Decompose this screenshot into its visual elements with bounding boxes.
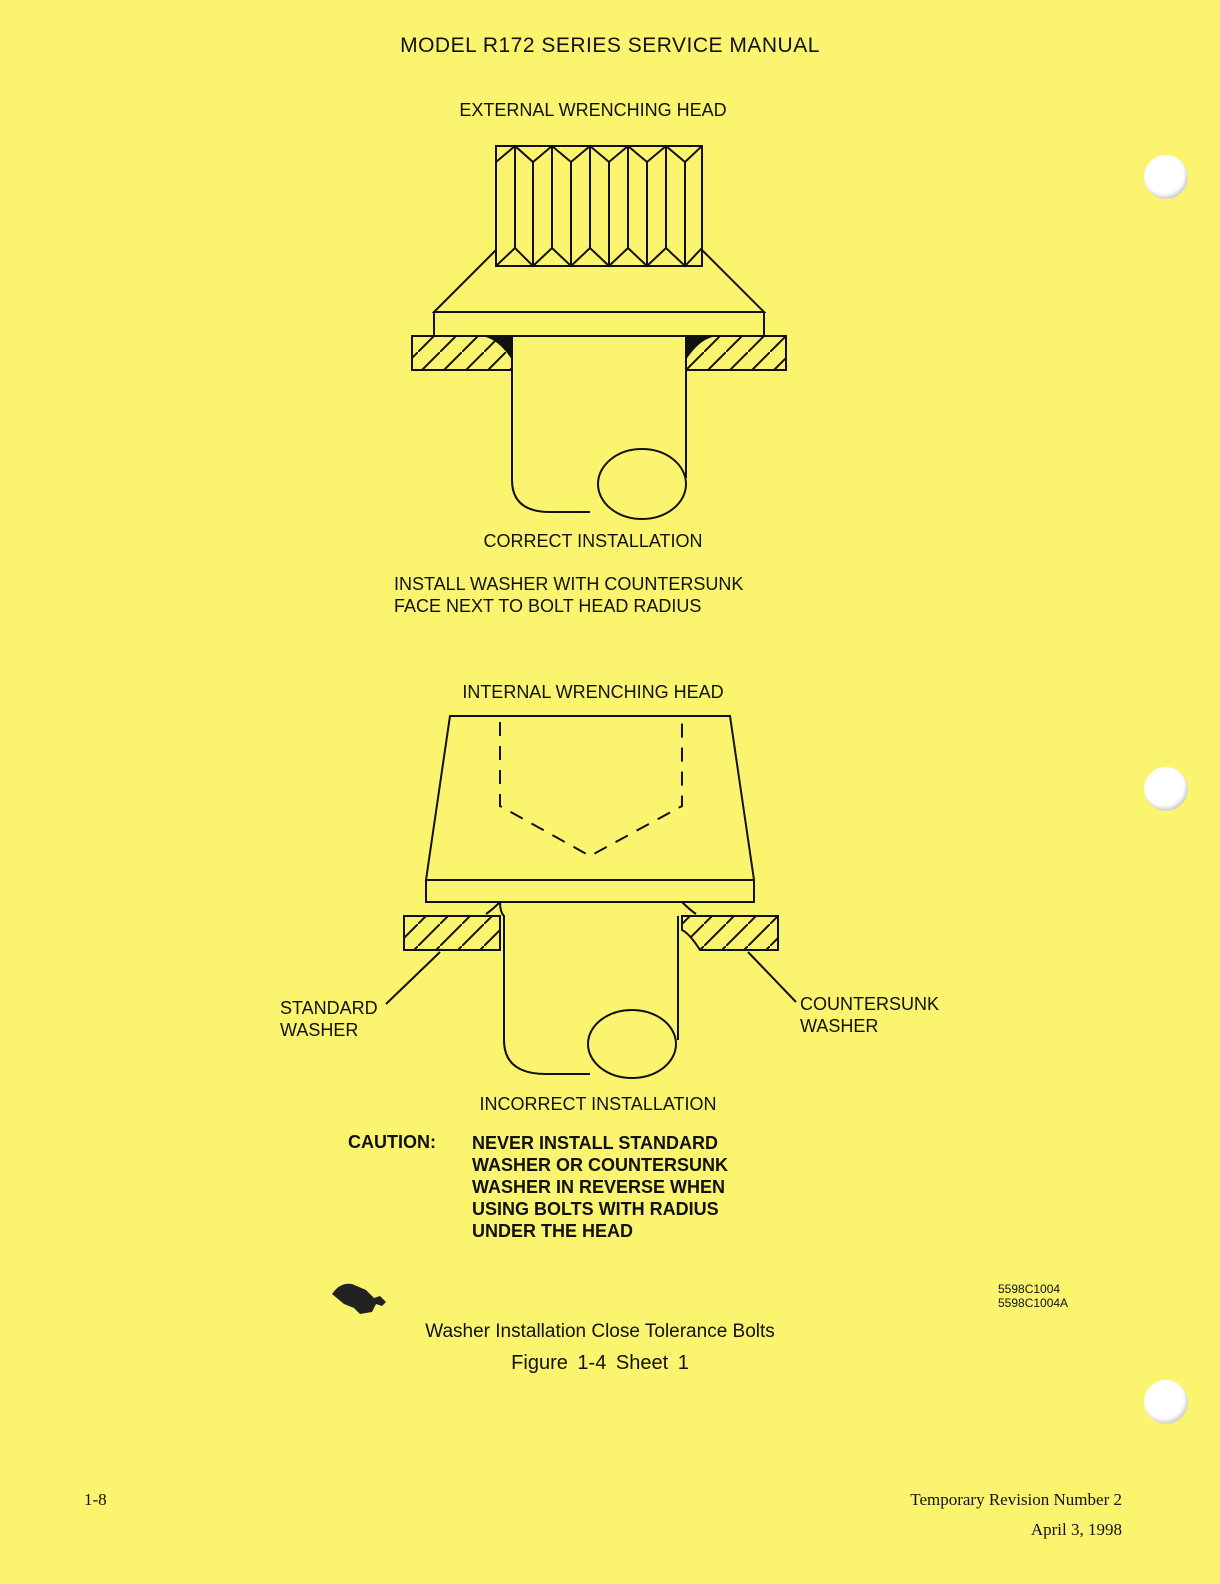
internal-head-title: INTERNAL WRENCHING HEAD bbox=[462, 682, 724, 702]
drawing-code-list bbox=[998, 1282, 1068, 1310]
instruction-line-2: FACE NEXT TO BOLT HEAD RADIUS bbox=[394, 596, 702, 616]
standard-washer-label-2: WASHER bbox=[280, 1020, 359, 1040]
caution-line: NEVER INSTALL STANDARD bbox=[472, 1133, 719, 1153]
caution-line: WASHER OR COUNTERSUNK bbox=[472, 1155, 729, 1175]
instruction-line-1: INSTALL WASHER WITH COUNTERSUNK bbox=[394, 574, 744, 594]
drawing-code: 5598C1004 bbox=[998, 1282, 1061, 1296]
binder-hole bbox=[1144, 155, 1188, 199]
internal-wrenching-bolt bbox=[386, 716, 796, 1078]
incorrect-installation-label: INCORRECT INSTALLATION bbox=[479, 1094, 717, 1114]
binder-hole bbox=[1144, 1380, 1188, 1424]
manual-header: MODEL R172 SERIES SERVICE MANUAL bbox=[400, 34, 820, 57]
external-wrenching-bolt bbox=[412, 146, 786, 519]
countersunk-washer-label-2: WASHER bbox=[800, 1016, 879, 1036]
countersunk-washer-label-1: COUNTERSUNK bbox=[800, 994, 940, 1014]
page-number: 1-8 bbox=[84, 1490, 107, 1509]
revision-date: April 3, 1998 bbox=[1030, 1520, 1122, 1539]
figure-title: Washer Installation Close Tolerance Bolts bbox=[425, 1321, 775, 1342]
drawing-code: 5598C1004A bbox=[998, 1296, 1069, 1310]
caution-line: USING BOLTS WITH RADIUS bbox=[472, 1199, 719, 1219]
external-head-title: EXTERNAL WRENCHING HEAD bbox=[459, 100, 727, 120]
correct-installation-label: CORRECT INSTALLATION bbox=[483, 531, 703, 551]
caution-line: WASHER IN REVERSE WHEN bbox=[472, 1177, 726, 1197]
revision-label: Temporary Revision Number 2 bbox=[910, 1490, 1122, 1509]
caution-text bbox=[472, 1132, 728, 1242]
caution-line: UNDER THE HEAD bbox=[472, 1221, 634, 1241]
binder-hole bbox=[1144, 767, 1188, 811]
standard-washer-label-1: STANDARD bbox=[280, 998, 378, 1018]
caution-key: CAUTION: bbox=[348, 1132, 436, 1152]
figure-number: Figure 1-4 Sheet 1 bbox=[511, 1352, 689, 1374]
